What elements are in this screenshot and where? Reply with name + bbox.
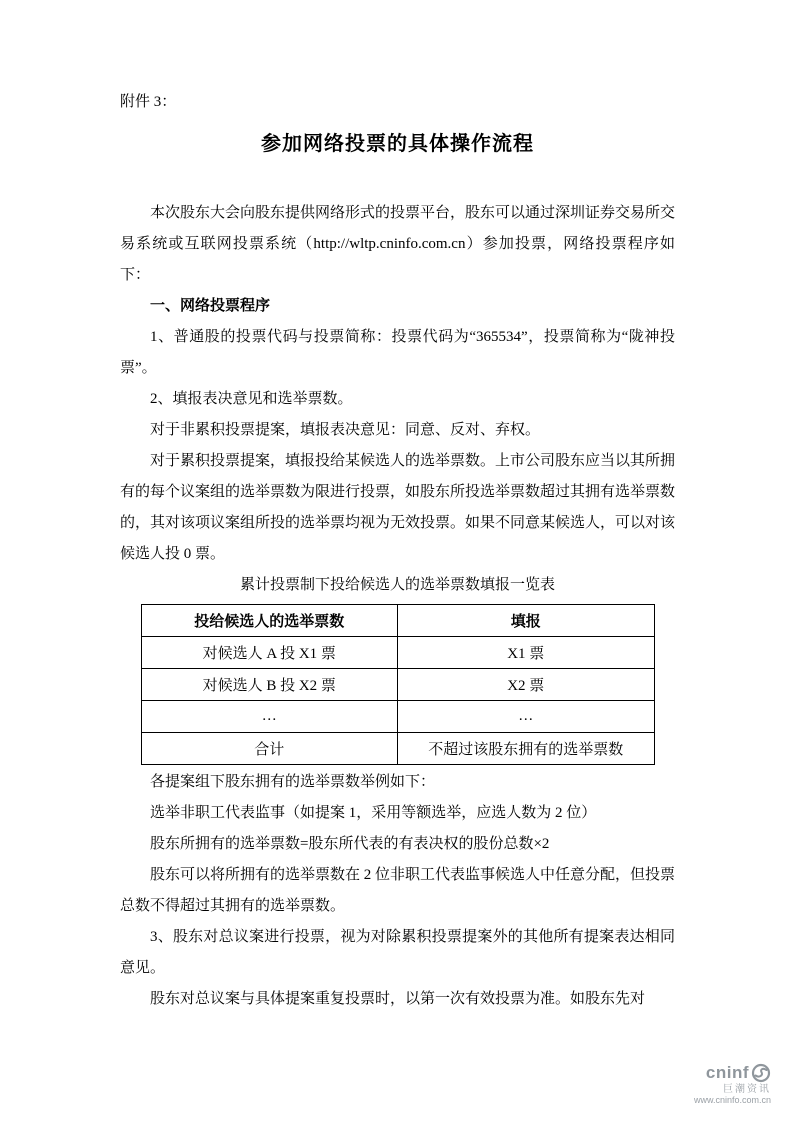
paragraph: 3、股东对总议案进行投票，视为对除累积投票提案外的其他所有提案表达相同意见。 [120,929,675,976]
table-cell: … [398,701,655,733]
cninfo-logo [694,1063,771,1106]
table-row [141,701,654,733]
table-cell: 不超过该股东拥有的选举票数 [398,733,655,765]
footer-site-name: 巨潮资讯 [723,1084,771,1096]
table-cell: X2 票 [398,669,655,701]
table-cell: 合计 [141,733,398,765]
document-body [120,198,675,1015]
page-title: 参加网络投票的具体操作流程 [261,133,534,155]
paragraph: 对于累积投票提案，填报投给某候选人的选举票数。上市公司股东应当以其所拥有的每个议案组的选举票数为限进行投票，如股东所投选举票数超过其拥有选举票数的，其对该项议案组所投的选举票均视为无效投票。如果不同意某候选人，可以对该候选人投 0 票。 [120,453,676,562]
table-header-row [141,605,654,637]
table-row [141,637,654,669]
attachment-label: 附件 3： [120,94,177,110]
table-caption: 累计投票制下投给候选人的选举票数填报一览表 [239,577,555,593]
table-cell: X1 票 [398,637,655,669]
table-cell: 对候选人 B 投 X2 票 [141,669,398,701]
paragraph-intro: 本次股东大会向股东提供网络形式的投票平台，股东可以通过深圳证券交易所交易系统或互联网投票系统（http://wltp.cninfo.com.cn）参加投票，网络投票程序如下： [120,205,676,283]
paragraph: 对于非累积投票提案，填报表决意见：同意、反对、弃权。 [150,422,541,438]
table-header-cell: 填报 [398,605,655,637]
cninfo-swirl-icon [751,1063,771,1083]
table-cell: 对候选人 A 投 X1 票 [141,637,398,669]
cninfo-brand-row [694,1063,771,1083]
table-cell: … [141,701,398,733]
paragraph: 1、普通股的投票代码与投票简称：投票代码为“365534”，投票简称为“陇神投票”。 [120,329,675,376]
table-row [141,733,654,765]
paragraph: 2、填报表决意见和选举票数。 [150,391,353,407]
paragraph: 选举非职工代表监事（如提案 1，采用等额选举，应选人数为 2 位） [150,805,597,821]
paragraph: 各提案组下股东拥有的选举票数举例如下： [150,774,436,790]
section-heading: 一、网络投票程序 [150,298,271,314]
paragraph: 股东可以将所拥有的选举票数在 2 位非职工代表监事候选人中任意分配，但投票总数不得超过其拥有的选举票数。 [120,867,676,914]
paragraph: 股东对总议案与具体提案重复投票时，以第一次有效投票为准。如股东先对 [150,991,646,1007]
paragraph: 股东所拥有的选举票数=股东所代表的有表决权的股份总数×2 [150,836,550,852]
cninfo-brand-text: cninf [705,1062,749,1082]
footer-site-url: www.cninfo.com.cn [693,1095,771,1106]
table-header-cell: 投给候选人的选举票数 [141,605,398,637]
vote-allocation-table [141,604,655,765]
table-row [141,669,654,701]
